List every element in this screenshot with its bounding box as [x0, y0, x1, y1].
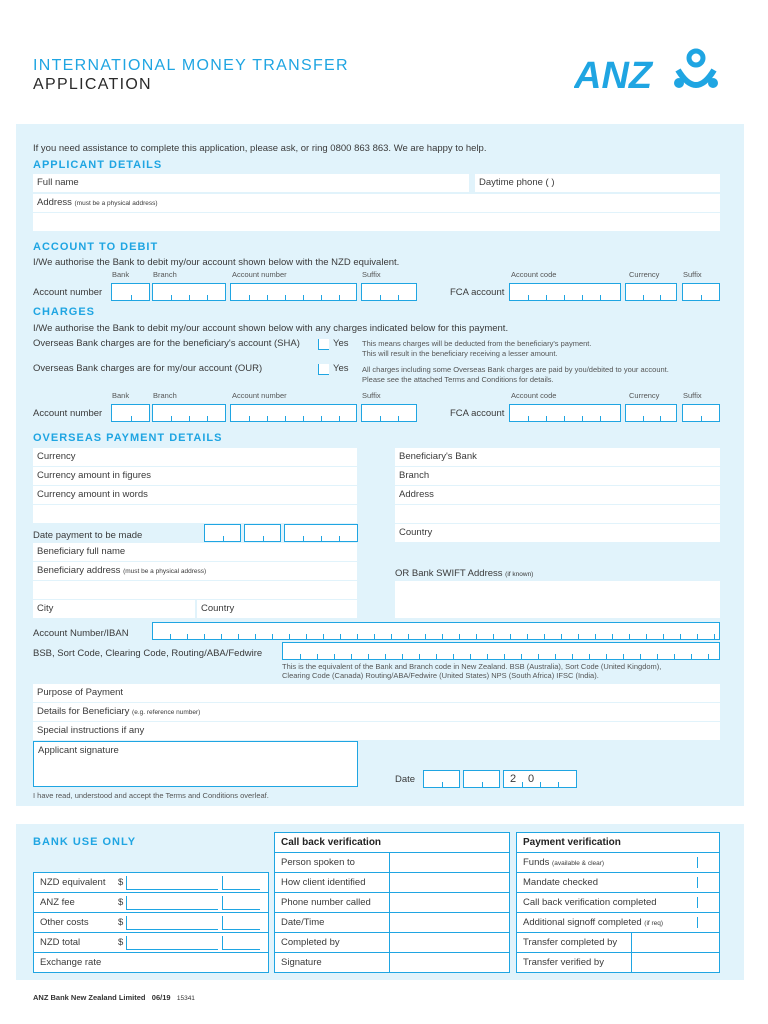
- verification-row-label: Mandate checked: [523, 877, 598, 888]
- branch-label: Branch: [399, 470, 430, 481]
- intro-text: If you need assistance to complete this application, please ask, or ring 0800 863 863. We are happy to help.: [33, 143, 487, 154]
- our-note2: Please see the attached Terms and Conditions for details.: [362, 375, 554, 384]
- charges-fca-suffix-input[interactable]: [682, 404, 720, 422]
- verification-row-label: Additional signoff completed (if req): [523, 917, 664, 928]
- cell-divider: [544, 634, 545, 639]
- fca-account-label: FCA account: [450, 287, 505, 298]
- payment-day-input[interactable]: [204, 524, 241, 542]
- bank-country-label: Country: [399, 527, 433, 538]
- callback-tick-box[interactable]: [697, 897, 708, 908]
- cell-divider: [385, 654, 386, 659]
- callback-row-label: How client identified: [281, 877, 366, 888]
- signature-label: Applicant signature: [38, 745, 119, 756]
- dollar-sign: $: [118, 917, 124, 928]
- cell-divider: [646, 634, 647, 639]
- cell-divider: [442, 634, 443, 639]
- country-label: Country: [201, 603, 235, 614]
- purpose-label: Purpose of Payment: [37, 687, 124, 698]
- callback-row[interactable]: [275, 852, 509, 872]
- cell-divider: [334, 654, 335, 659]
- callback-row-label: Person spoken to: [281, 857, 355, 868]
- verification-row[interactable]: [517, 872, 719, 892]
- accept-text: I have read, understood and accept the Terms and Conditions overleaf.: [33, 791, 269, 800]
- bank-use-table: [33, 872, 269, 973]
- beneficiary-name-field[interactable]: [33, 543, 357, 561]
- cell-divider: [504, 654, 505, 659]
- amount-words-field-line2[interactable]: [33, 505, 357, 523]
- col-suffix-fca: Suffix: [683, 270, 702, 279]
- our-note1: All charges including some Overseas Bank charges are paid by you/debited to your account.: [362, 365, 669, 374]
- anz-fee-cents[interactable]: [222, 896, 260, 910]
- cell-divider: [470, 654, 471, 659]
- details-beneficiary-label: Details for Beneficiary (e.g. reference number): [37, 706, 201, 717]
- beneficiary-address-note: (must be a physical address): [123, 568, 207, 575]
- cell-divider: [391, 634, 392, 639]
- date-payment-label: Date payment to be made: [33, 530, 143, 541]
- applicant-heading: APPLICANT DETAILS: [33, 159, 163, 171]
- branch-field[interactable]: [395, 467, 720, 485]
- cell-divider: [623, 654, 624, 659]
- bank-address-label: Address: [399, 489, 434, 500]
- our-label: Overseas Bank charges are for my/our account (OUR): [33, 363, 263, 374]
- col-account-code: Account code: [511, 270, 557, 279]
- svg-text:ANZ: ANZ: [574, 55, 653, 94]
- charges-authorise: I/We authorise the Bank to debit my/our account shown below with any charges indicated below for this payment.: [33, 323, 509, 334]
- charges-col-suffix-fca: Suffix: [683, 391, 702, 400]
- beneficiary-address-label: Beneficiary address (must be a physical address): [37, 565, 207, 576]
- beneficiary-bank-field[interactable]: [395, 448, 720, 466]
- funds-note: (available & clear): [552, 860, 605, 867]
- address-field-line2[interactable]: [33, 213, 720, 231]
- fca-currency-input[interactable]: [625, 283, 677, 301]
- swift-field[interactable]: [395, 581, 720, 618]
- cell-divider: [289, 634, 290, 639]
- callback-row[interactable]: [275, 932, 509, 952]
- cell-divider: [459, 634, 460, 639]
- col-suffix: Suffix: [362, 270, 381, 279]
- cell-divider: [238, 634, 239, 639]
- beneficiary-address-field-line2[interactable]: [33, 581, 357, 599]
- bsb-note1: This is the equivalent of the Bank and Branch code in New Zealand. BSB (Australia), Sort Code (United Kingdom),: [282, 662, 662, 671]
- signoff-tick-box[interactable]: [697, 917, 708, 928]
- charges-col-bank: Bank: [112, 391, 130, 400]
- cell-divider: [714, 634, 715, 639]
- cell-divider: [317, 654, 318, 659]
- full-name-field[interactable]: [33, 174, 469, 192]
- nzd-total-label: NZD total: [40, 937, 81, 948]
- address-note: (must be a physical address): [74, 200, 158, 207]
- special-instructions-field[interactable]: [33, 722, 720, 740]
- cell-divider: [561, 634, 562, 639]
- our-yes: Yes: [333, 363, 349, 374]
- cell-divider: [680, 634, 681, 639]
- callback-row[interactable]: [275, 912, 509, 932]
- branch-code-input[interactable]: [152, 283, 226, 301]
- cell-divider: [663, 634, 664, 639]
- callback-row-label: Date/Time: [281, 917, 325, 928]
- overseas-heading: OVERSEAS PAYMENT DETAILS: [33, 432, 223, 444]
- payment-verification-heading: Payment verification: [523, 837, 621, 848]
- account-number-input[interactable]: [230, 283, 357, 301]
- year-digit-0: 0: [528, 773, 535, 785]
- charges-account-number-label: Account number: [33, 408, 103, 419]
- cell-divider: [221, 634, 222, 639]
- daytime-phone-field[interactable]: [475, 174, 720, 192]
- cell-divider: [476, 634, 477, 639]
- cell-divider: [629, 634, 630, 639]
- other-costs-input[interactable]: [126, 916, 218, 930]
- verification-row[interactable]: [517, 852, 719, 872]
- charges-branch-code-input[interactable]: [152, 404, 226, 422]
- amount-words-field[interactable]: [33, 486, 357, 504]
- cell-divider: [436, 654, 437, 659]
- callback-divider: [389, 852, 390, 973]
- cell-divider: [323, 634, 324, 639]
- dollar-sign: $: [118, 877, 124, 888]
- col-branch: Branch: [153, 270, 177, 279]
- cell-divider: [419, 654, 420, 659]
- verification-row[interactable]: [517, 912, 719, 932]
- cell-divider: [640, 654, 641, 659]
- details-note: (e.g. reference number): [132, 709, 201, 716]
- cell-divider: [374, 634, 375, 639]
- cell-divider: [521, 654, 522, 659]
- cell-divider: [589, 654, 590, 659]
- cell-divider: [351, 654, 352, 659]
- verification-row-label: Transfer verified by: [523, 957, 604, 968]
- cell-divider: [657, 654, 658, 659]
- cell-divider: [572, 654, 573, 659]
- cell-divider: [691, 654, 692, 659]
- cell-divider: [487, 654, 488, 659]
- swift-label: OR Bank SWIFT Address (if known): [395, 568, 534, 579]
- account-number-label: Account number: [33, 287, 103, 298]
- cell-divider: [612, 634, 613, 639]
- col-currency: Currency: [629, 270, 660, 279]
- verification-row[interactable]: [517, 932, 719, 952]
- charges-col-branch: Branch: [153, 391, 177, 400]
- callback-row-label: Completed by: [281, 937, 340, 948]
- nzd-total-cents[interactable]: [222, 936, 260, 950]
- charges-col-suffix: Suffix: [362, 391, 381, 400]
- charges-col-currency: Currency: [629, 391, 660, 400]
- charges-account-number-input[interactable]: [230, 404, 357, 422]
- cell-divider: [306, 634, 307, 639]
- sha-label: Overseas Bank charges are for the beneficiary's account (SHA): [33, 338, 300, 349]
- charges-col-account-code: Account code: [511, 391, 557, 400]
- cell-divider: [595, 634, 596, 639]
- dollar-sign: $: [118, 937, 124, 948]
- dollar-sign: $: [118, 897, 124, 908]
- cell-divider: [255, 634, 256, 639]
- signoff-note: (if req): [644, 920, 664, 927]
- nzd-equivalent-cents[interactable]: [222, 876, 260, 890]
- currency-field[interactable]: [33, 448, 357, 466]
- iban-label: Account Number/IBAN: [33, 628, 129, 639]
- account-debit-heading: ACCOUNT TO DEBIT: [33, 241, 159, 253]
- cell-divider: [708, 654, 709, 659]
- verification-row[interactable]: [517, 892, 719, 912]
- cell-divider: [538, 654, 539, 659]
- cell-divider: [425, 634, 426, 639]
- charges-bank-code-input[interactable]: [111, 404, 150, 422]
- charges-col-account: Account number: [232, 391, 287, 400]
- form-title: INTERNATIONAL MONEY TRANSFER: [33, 57, 349, 74]
- country-field[interactable]: [197, 600, 357, 618]
- cell-divider: [300, 654, 301, 659]
- sign-month-input[interactable]: [463, 770, 500, 788]
- bank-code-input[interactable]: [111, 283, 150, 301]
- verification-row-label: Funds (available & clear): [523, 857, 605, 868]
- cell-divider: [357, 634, 358, 639]
- nzd-total-input[interactable]: [126, 936, 218, 950]
- payment-month-input[interactable]: [244, 524, 281, 542]
- col-bank: Bank: [112, 270, 130, 279]
- cell-divider: [340, 634, 341, 639]
- beneficiary-bank-label: Beneficiary's Bank: [399, 451, 477, 462]
- other-costs-cents[interactable]: [222, 916, 260, 930]
- funds-tick-box[interactable]: [697, 857, 708, 868]
- col-account: Account number: [232, 270, 287, 279]
- purpose-field[interactable]: [33, 684, 720, 702]
- bank-use-row: [34, 952, 268, 972]
- verification-row[interactable]: [517, 952, 719, 972]
- city-field[interactable]: [33, 600, 195, 618]
- full-name-label: Full name: [37, 177, 79, 188]
- our-checkbox[interactable]: [318, 364, 329, 375]
- payment-verification-table: [516, 832, 720, 973]
- account-debit-authorise: I/We authorise the Bank to debit my/our account shown below with the NZD equivalent.: [33, 257, 400, 268]
- cell-divider: [527, 634, 528, 639]
- footer-date: 06/19: [151, 993, 171, 1002]
- bsb-label: BSB, Sort Code, Clearing Code, Routing/ABA/Fedwire: [33, 648, 263, 659]
- cell-divider: [697, 634, 698, 639]
- amount-figures-label: Currency amount in figures: [37, 470, 152, 481]
- anz-logo: [574, 48, 724, 94]
- mandate-tick-box[interactable]: [697, 877, 708, 888]
- city-label: City: [37, 603, 54, 614]
- cell-divider: [187, 634, 188, 639]
- payment-year-input[interactable]: [284, 524, 358, 542]
- special-label: Special instructions if any: [37, 725, 145, 736]
- sha-note2: This will result in the beneficiary receiving a lesser amount.: [362, 349, 558, 358]
- footer-code: 15341: [176, 995, 195, 1002]
- anz-fee-label: ANZ fee: [40, 897, 75, 908]
- nzd-equivalent-label: NZD equivalent: [40, 877, 106, 888]
- callback-row[interactable]: [275, 892, 509, 912]
- bsb-input[interactable]: [282, 642, 720, 660]
- verification-row-label: Call back verification completed: [523, 897, 657, 908]
- charges-fca-account-code-input[interactable]: [509, 404, 621, 422]
- callback-row[interactable]: [275, 872, 509, 892]
- form-subtitle: APPLICATION: [33, 76, 152, 93]
- bank-use-heading: BANK USE ONLY: [33, 836, 137, 848]
- amount-figures-field[interactable]: [33, 467, 357, 485]
- cell-divider: [606, 654, 607, 659]
- cell-divider: [204, 634, 205, 639]
- daytime-phone-label: Daytime phone ( ): [479, 177, 555, 188]
- address-label: Address (must be a physical address): [37, 197, 158, 208]
- iban-input[interactable]: [152, 622, 720, 640]
- cell-divider: [510, 634, 511, 639]
- footer: [33, 993, 195, 1002]
- beneficiary-address-field[interactable]: [33, 562, 357, 580]
- cell-divider: [493, 634, 494, 639]
- verification-divider: [631, 932, 632, 973]
- fca-suffix-input[interactable]: [682, 283, 720, 301]
- signature-field[interactable]: [33, 741, 358, 787]
- sign-day-input[interactable]: [423, 770, 460, 788]
- sha-note1: This means charges will be deducted from the beneficiary's payment.: [362, 339, 592, 348]
- details-beneficiary-field[interactable]: [33, 703, 720, 721]
- callback-row[interactable]: [275, 952, 509, 972]
- cell-divider: [408, 634, 409, 639]
- swift-note: (if known): [505, 571, 534, 578]
- year-digit-2: 2: [510, 773, 517, 785]
- currency-label: Currency: [37, 451, 76, 462]
- fca-account-code-input[interactable]: [509, 283, 621, 301]
- cell-divider: [555, 654, 556, 659]
- cell-divider: [272, 634, 273, 639]
- bank-country-field[interactable]: [395, 524, 720, 542]
- cell-divider: [402, 654, 403, 659]
- callback-table: [274, 832, 510, 973]
- nzd-equivalent-input[interactable]: [126, 876, 218, 890]
- charges-fca-currency-input[interactable]: [625, 404, 677, 422]
- exchange-rate-label: Exchange rate: [40, 957, 102, 968]
- amount-words-label: Currency amount in words: [37, 489, 148, 500]
- charges-heading: CHARGES: [33, 306, 96, 318]
- cell-divider: [368, 654, 369, 659]
- charges-suffix-input[interactable]: [361, 404, 417, 422]
- sha-checkbox[interactable]: [318, 339, 329, 350]
- callback-row-label: Signature: [281, 957, 322, 968]
- suffix-input[interactable]: [361, 283, 417, 301]
- cell-divider: [170, 634, 171, 639]
- callback-row-label: Phone number called: [281, 897, 371, 908]
- date-label: Date: [395, 774, 416, 785]
- cell-divider: [453, 654, 454, 659]
- bsb-note2: Clearing Code (Canada) Routing/ABA/Fedwire (United States) NPS (South Africa) IFSC (India).: [282, 671, 599, 680]
- callback-heading: Call back verification: [281, 837, 382, 848]
- address-field[interactable]: [33, 194, 720, 212]
- anz-fee-input[interactable]: [126, 896, 218, 910]
- charges-fca-account-label: FCA account: [450, 408, 505, 419]
- other-costs-label: Other costs: [40, 917, 89, 928]
- cell-divider: [674, 654, 675, 659]
- beneficiary-name-label: Beneficiary full name: [37, 546, 126, 557]
- footer-company: ANZ Bank New Zealand Limited: [33, 993, 146, 1002]
- sign-year-input[interactable]: [503, 770, 577, 788]
- sha-yes: Yes: [333, 338, 349, 349]
- cell-divider: [578, 634, 579, 639]
- verification-row-label: Transfer completed by: [523, 937, 618, 948]
- bank-address-field[interactable]: [395, 486, 720, 504]
- bank-address-field-line2[interactable]: [395, 505, 720, 523]
